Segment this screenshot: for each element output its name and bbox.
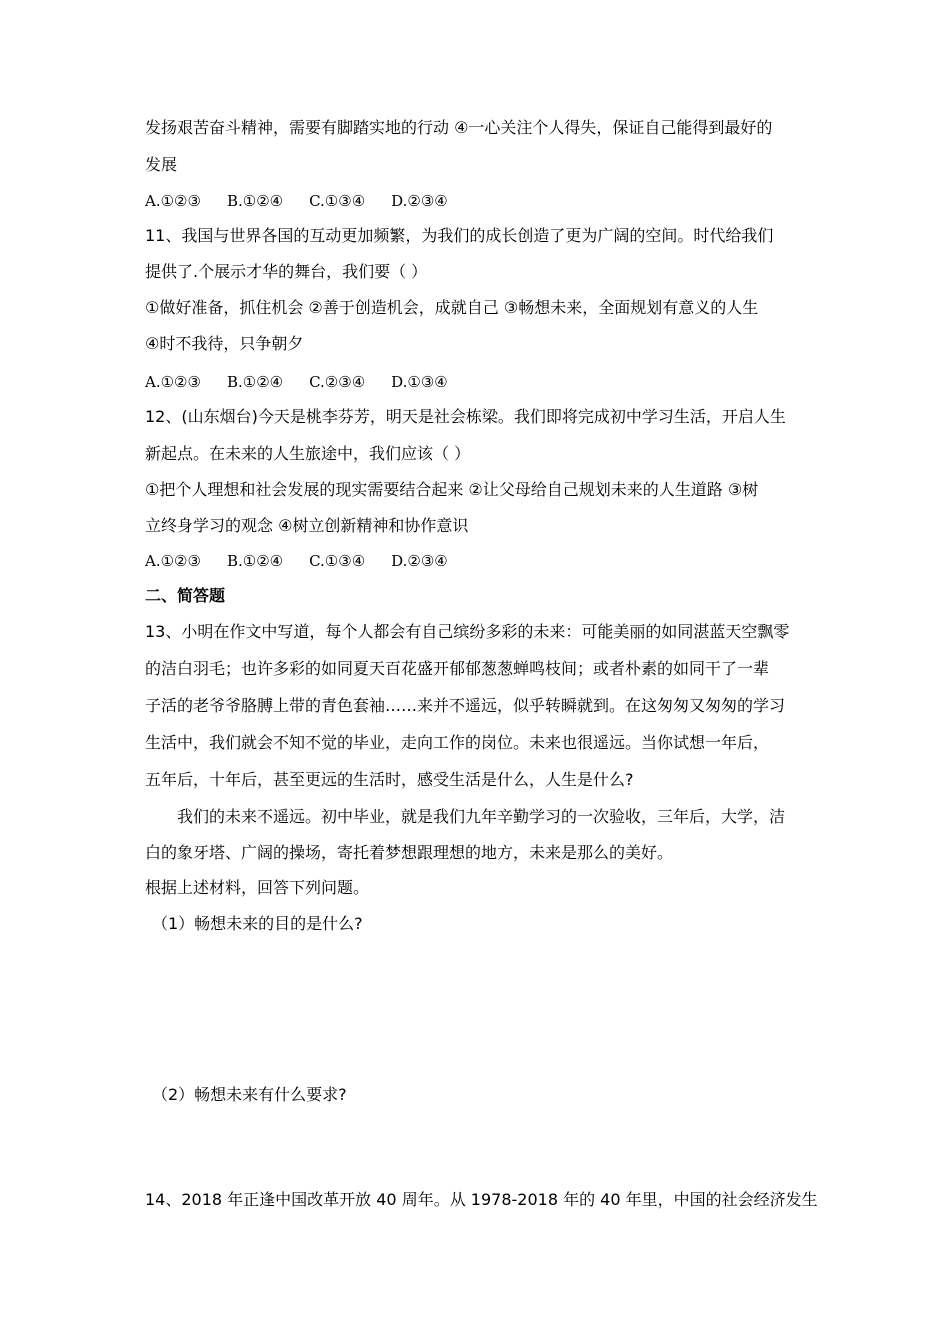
section-heading: 二、简答题: [145, 586, 226, 605]
q11-text-line-2: 提供了.个展示才华的舞台，我们要（ ）: [145, 262, 428, 281]
q12-option-c: C.①③④: [309, 552, 366, 570]
q13-text-line-5: 五年后，十年后，甚至更远的生活时，感受生活是什么，人生是什么?: [145, 770, 634, 789]
q12-options: [145, 550, 810, 572]
q13-subquestion-1: （1）畅想未来的目的是什么?: [152, 914, 363, 933]
q13-subquestion-2: （2）畅想未来有什么要求?: [152, 1085, 347, 1104]
q11-option-c: C.②③④: [309, 373, 366, 391]
q13-text-line-1: 13、小明在作文中写道，每个人都会有自己缤纷多彩的未来：可能美丽的如同湛蓝天空飘零: [145, 622, 790, 641]
q12-option-a: A.①②③: [145, 552, 201, 570]
q10-option-d: D.②③④: [391, 192, 448, 210]
q11-option-b: B.①②④: [226, 373, 284, 391]
q11-option-d: D.①③④: [391, 373, 448, 391]
q12-text-line-3: ①把个人理想和社会发展的现实需要结合起来 ②让父母给自己规划未来的人生道路 ③树: [145, 480, 759, 499]
q12-option-d: D.②③④: [391, 552, 448, 570]
q11-text-line-3: ①做好准备，抓住机会 ②善于创造机会，成就自己 ③畅想未来，全面规划有意义的人生: [145, 298, 759, 317]
q12-text-line-4: 立终身学习的观念 ④树立创新精神和协作意识: [145, 516, 469, 535]
q12-option-b: B.①②④: [226, 552, 284, 570]
q10-text-line-1: 发扬艰苦奋斗精神，需要有脚踏实地的行动 ④一心关注个人得失，保证自己能得到最好的: [145, 118, 773, 137]
q10-text-line-2: 发展: [145, 155, 178, 174]
q10-option-c: C.①③④: [309, 192, 366, 210]
q14-text-line-1: 14、2018 年正逢中国改革开放 40 周年。从 1978-2018 年的 40 年里，中国的社会经济发生: [145, 1190, 818, 1209]
q13-text-line-7: 白的象牙塔、广阔的操场，寄托着梦想跟理想的地方，未来是那么的美好。: [145, 843, 674, 862]
q13-text-line-3: 子活的老爷爷胳膊上带的青色套袖……来并不遥远，似乎转瞬就到。在这匆匆又匆匆的学习: [145, 696, 786, 715]
q11-text-line-1: 11、我国与世界各国的互动更加频繁，为我们的成长创造了更为广阔的空间。时代给我们: [145, 226, 774, 245]
q11-option-a: A.①②③: [145, 373, 201, 391]
q13-text-line-2: 的洁白羽毛；也许多彩的如同夏天百花盛开郁郁葱葱蝉鸣枝间；或者朴素的如同干了一辈: [145, 659, 770, 678]
q13-instruction: 根据上述材料，回答下列问题。: [145, 878, 370, 897]
q10-option-a: A.①②③: [145, 192, 201, 210]
q12-text-line-1: 12、(山东烟台)今天是桃李芬芳，明天是社会栋梁。我们即将完成初中学习生活，开启人生: [145, 407, 786, 426]
q13-text-line-4: 生活中，我们就会不知不觉的毕业，走向工作的岗位。未来也很遥远。当你试想一年后，: [145, 733, 770, 752]
q12-text-line-2: 新起点。在未来的人生旅途中，我们应该（ ）: [145, 444, 471, 463]
q10-option-b: B.①②④: [226, 192, 284, 210]
q11-text-line-4: ④时不我待，只争朝夕: [145, 334, 304, 353]
q10-options: [145, 190, 810, 212]
q11-options: [145, 371, 810, 393]
q13-text-line-6: 我们的未来不遥远。初中毕业，就是我们九年辛勤学习的一次验收，三年后，大学，洁: [177, 807, 786, 826]
